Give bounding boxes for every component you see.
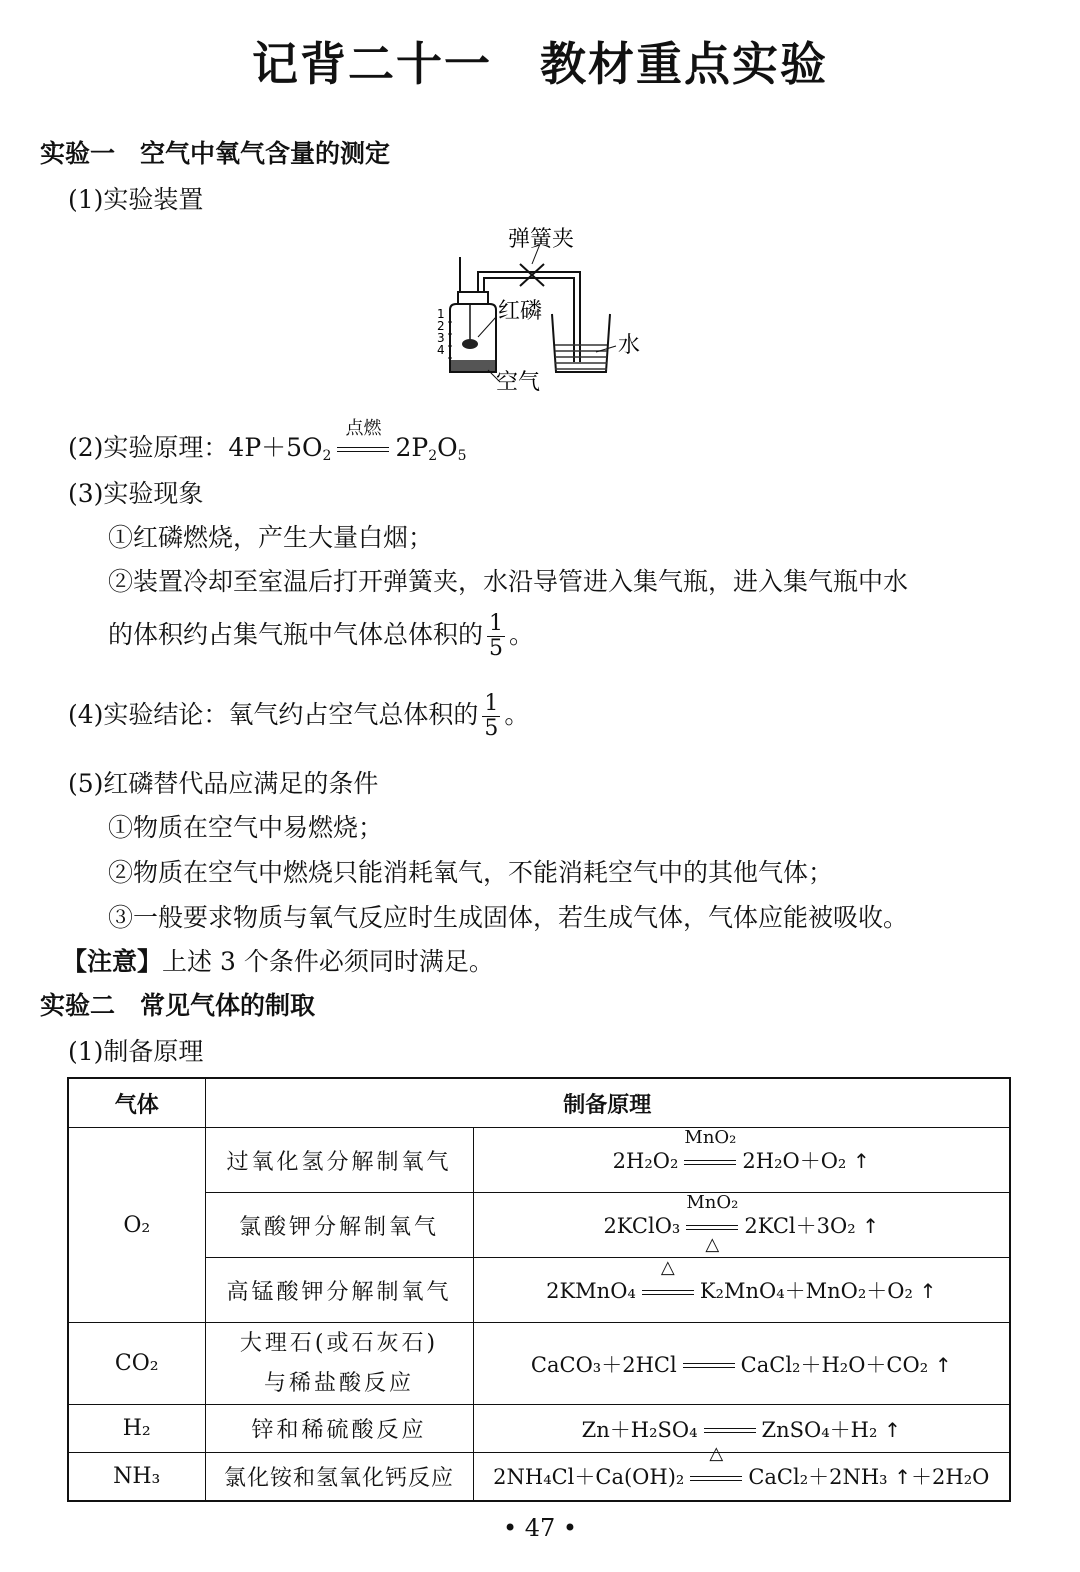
mark-2: 2: [437, 319, 445, 333]
gas-co2: CO₂: [68, 1323, 205, 1405]
gas-h2: H₂: [68, 1405, 205, 1453]
equation-cell: CaCO₃＋2HCl CaCl₂＋H₂O＋CO₂ ↑: [473, 1323, 1010, 1405]
method-cell: 氯酸钾分解制氧气: [205, 1193, 473, 1258]
apparatus-diagram: [420, 222, 650, 397]
fraction: $\frac{1}{5}$: [489, 611, 504, 661]
header-principle: 制备原理: [205, 1078, 1010, 1128]
exp1-heading: 实验一 空气中氧气含量的测定: [40, 139, 391, 168]
equation-cell: 2KMnO₄ △ K₂MnO₄＋MnO₂＋O₂ ↑: [473, 1258, 1010, 1323]
exp2-item1: (1)制备原理: [68, 1037, 204, 1066]
exp2-heading: 实验二 常见气体的制取: [40, 991, 316, 1020]
equation-cell: 2KClO₃ MnO₂ △ 2KCl＋3O₂ ↑: [473, 1193, 1010, 1258]
bottle-water: [451, 360, 495, 371]
beaker-water: [555, 340, 607, 371]
exp1-item5: (5)红磷替代品应满足的条件: [68, 769, 379, 798]
spring-clip: [520, 264, 544, 286]
stopper: [458, 292, 488, 304]
exp1-item5-b: ②物质在空气中燃烧只能消耗氧气，不能消耗空气中的其他气体；: [108, 858, 834, 887]
condition-arrow: 点燃: [337, 440, 389, 460]
method-cell: 锌和稀硫酸反应: [205, 1405, 473, 1453]
red-phosphorus: [462, 339, 478, 349]
exp1-item3-b: ②装置冷却至室温后打开弹簧夹，水沿导管进入集气瓶，进入集气瓶中水: [108, 567, 909, 596]
exp1-item5-c: ③一般要求物质与氧气反应时生成固体，若生成气体，气体应能被吸收。: [108, 903, 909, 932]
page-number: • 47 •: [502, 1514, 578, 1542]
exp1-item1: (1)实验装置: [68, 185, 204, 214]
exp1-item3-a: ①红磷燃烧，产生大量白烟；: [108, 523, 434, 552]
preparation-table: [67, 1077, 1011, 1502]
equation-cell: 2H₂O₂ MnO₂ 2H₂O＋O₂ ↑: [473, 1128, 1010, 1193]
label-phosphorus: 红磷: [498, 299, 543, 324]
page-title: 记背二十一 教材重点实验: [252, 37, 828, 91]
method-cell: 氯化铵和氢氧化钙反应: [205, 1453, 473, 1501]
exp1-item4: (4)实验结论：氧气约占空气总体积的 $\frac{1}{5}$ 。: [68, 691, 530, 741]
exp1-item5-a: ①物质在空气中易燃烧；: [108, 813, 384, 842]
exp1-item2: (2)实验原理：$4P+5O_2$ 点燃 $2P_2O_5$: [68, 417, 467, 464]
equation-cell: Zn＋H₂SO₄ ZnSO₄＋H₂ ↑: [473, 1405, 1010, 1453]
label-clip: 弹簧夹: [508, 227, 575, 252]
method-cell: 过氧化氢分解制氧气: [205, 1128, 473, 1193]
fraction: $\frac{1}{5}$: [484, 691, 499, 741]
mark-3: 3: [437, 331, 445, 345]
mark-4: 4: [437, 343, 445, 357]
gas-nh3: NH₃: [68, 1453, 205, 1501]
method-cell: 大理石(或石灰石) 与稀盐酸反应: [205, 1323, 473, 1405]
equation-cell: 2NH₄Cl＋Ca(OH)₂ △ CaCl₂＋2NH₃ ↑＋2H₂O: [473, 1453, 1010, 1501]
note: 【注意】上述 3 个条件必须同时满足。: [62, 947, 494, 976]
label-water: 水: [618, 333, 641, 358]
exp1-item3: (3)实验现象: [68, 479, 204, 508]
gas-o2: O₂: [68, 1128, 205, 1323]
exp1-item3-b2: 的体积约占集气瓶中气体总体积的 $\frac{1}{5}$ 。: [108, 611, 535, 661]
header-gas: 气体: [68, 1078, 205, 1128]
method-cell: 高锰酸钾分解制氧气: [205, 1258, 473, 1323]
mark-1: 1: [437, 307, 445, 321]
label-air: 空气: [496, 370, 541, 395]
